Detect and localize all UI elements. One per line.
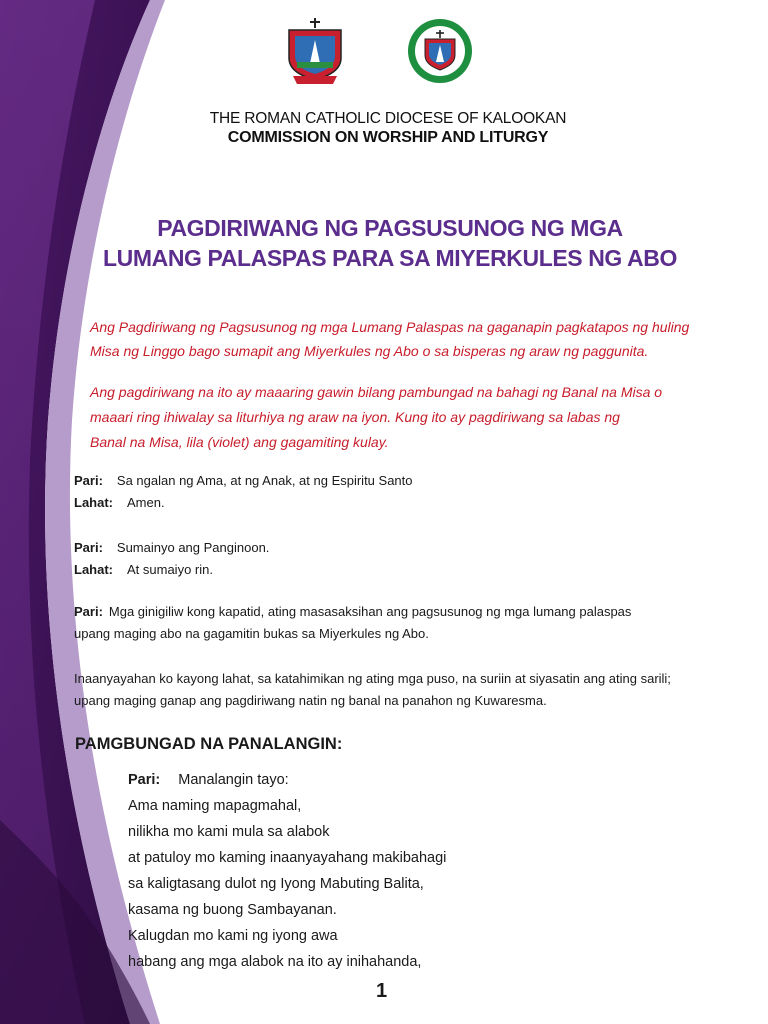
exhortation-line <box>74 601 704 623</box>
intro-rubric-2 <box>90 380 700 455</box>
prayer-line: Kalugdan mo kami ng iyong awa <box>128 928 338 944</box>
intro-rubric-1 <box>90 315 700 363</box>
speaker-label: Lahat: <box>74 562 113 577</box>
commission-name: COMMISSION ON WORSHIP AND LITURGY <box>227 129 549 146</box>
prayer-intro <box>128 767 446 793</box>
dialogue-line <box>74 559 213 581</box>
diocese-shield-icon <box>283 18 347 86</box>
section-heading: PAMGBUNGAD NA PANALANGIN: <box>75 735 343 753</box>
invitation-line: upang maging ganap ang pagdiriwang natin ng banal na panahon ng Kuwaresma. <box>74 693 547 708</box>
speaker-label: Lahat: <box>74 495 113 510</box>
document-title <box>90 213 690 273</box>
prayer-text: Manalangin tayo: <box>178 772 289 788</box>
logo-row <box>0 18 768 90</box>
prayer-line: kasama ng buong Sambayanan. <box>128 902 337 918</box>
speaker-label: Pari: <box>128 772 161 788</box>
speaker-label: Pari: <box>74 473 103 488</box>
speaker-label: Pari: <box>74 604 103 619</box>
rubric-line: Banal na Misa, lila (violet) ang gagamiting kulay. <box>90 434 389 450</box>
dialogue-line <box>74 537 269 559</box>
title-line-1: PAGDIRIWANG NG PAGSUSUNOG NG MGA <box>157 215 623 241</box>
diocese-name: THE ROMAN CATHOLIC DIOCESE OF KALOOKAN <box>209 110 567 127</box>
dialogue-text: Amen. <box>127 495 165 510</box>
prayer-line: sa kaligtasang dulot ng Iyong Mabuting Balita, <box>128 876 424 892</box>
prayer-line: Ama naming mapagmahal, <box>128 798 302 814</box>
commission-round-seal-icon <box>407 18 473 84</box>
invitation <box>74 668 704 712</box>
speaker-label: Pari: <box>74 540 103 555</box>
dialogue-text: Sa ngalan ng Ama, at ng Anak, at ng Espiritu Santo <box>116 473 413 488</box>
diocese-header <box>140 110 636 147</box>
title-line-2: LUMANG PALASPAS PARA SA MIYERKULES NG ABO <box>103 245 677 271</box>
dialogue-line <box>74 492 165 514</box>
page-number: 1 <box>376 980 388 1002</box>
dialogue-line <box>74 470 413 492</box>
opening-prayer <box>128 767 446 975</box>
dialogue-text: At sumaiyo rin. <box>127 562 213 577</box>
exhortation-line: upang maging abo na gagamitin bukas sa Miyerkules ng Abo. <box>74 626 429 641</box>
rubric-line: maaari ring ihiwalay sa liturhiya ng araw na iyon. Kung ito ay pagdiriwang sa labas ng <box>90 409 620 425</box>
exhortation-text: Mga ginigiliw kong kapatid, ating masasaksihan ang pagsusunog ng mga lumang palaspas <box>108 604 632 619</box>
prayer-line: habang ang mga alabok na ito ay inihahanda, <box>128 954 422 970</box>
dialogue-text: Sumainyo ang Panginoon. <box>116 540 270 555</box>
exhortation <box>74 601 704 645</box>
prayer-line: nilikha mo kami mula sa alabok <box>128 824 330 840</box>
invitation-line: Inaanyayahan ko kayong lahat, sa katahimikan ng ating mga puso, na suriin at siyasatin ang ating sarili; <box>74 671 671 686</box>
rubric-line: Ang pagdiriwang na ito ay maaaring gawin bilang pambungad na bahagi ng Banal na Misa o <box>90 384 663 400</box>
rubric-line: Misa ng Linggo bago sumapit ang Miyerkules ng Abo o sa bisperas ng araw ng paggunita. <box>90 343 649 359</box>
prayer-line: at patuloy mo kaming inaanyayahang makibahagi <box>128 850 447 866</box>
rubric-line: Ang Pagdiriwang ng Pagsusunog ng mga Lumang Palaspas na gaganapin pagkatapos ng huling <box>90 319 690 335</box>
